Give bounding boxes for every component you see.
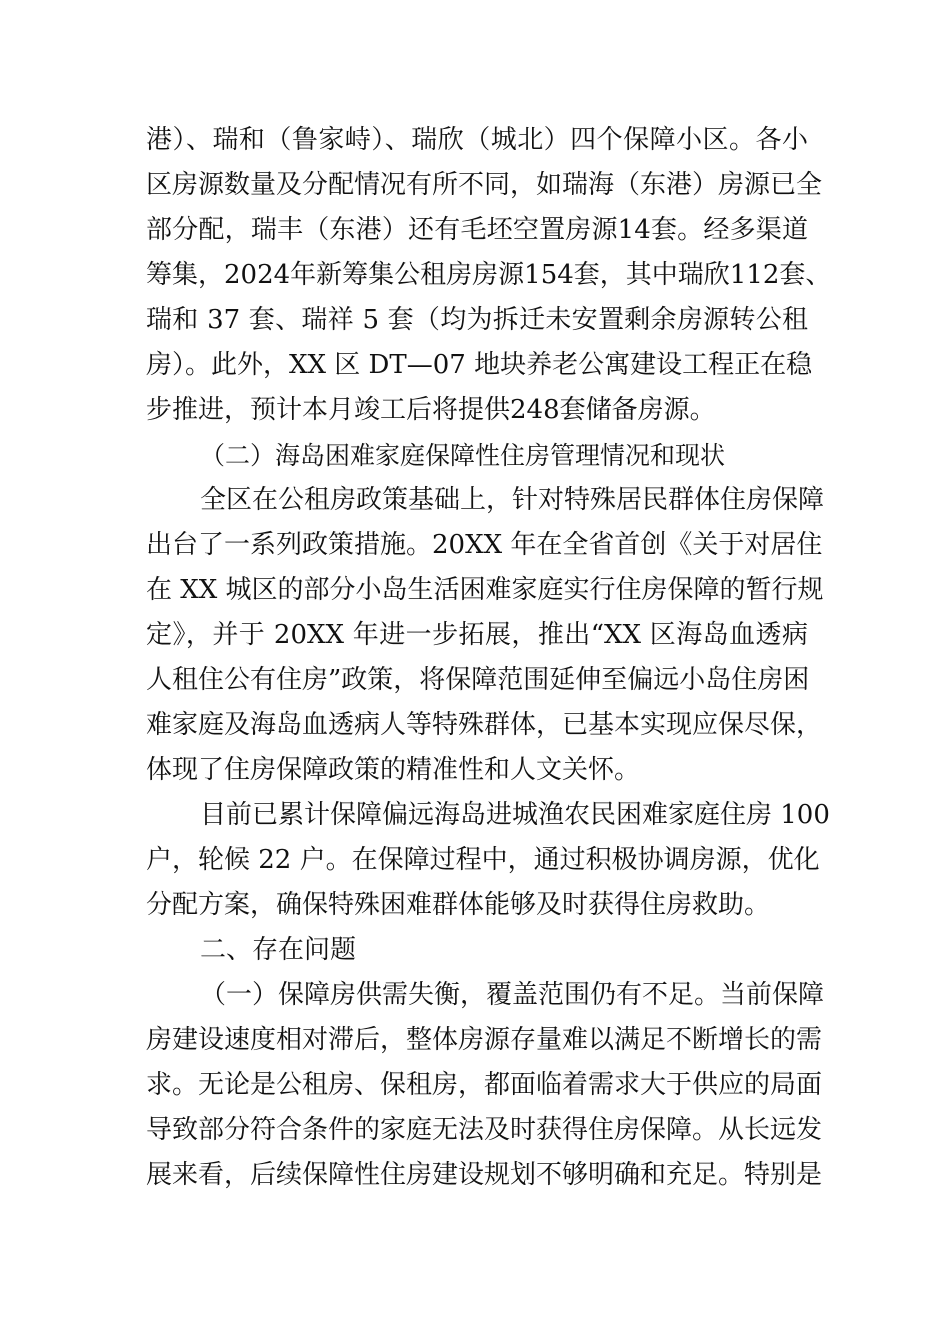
text-line: 房建设速度相对滞后，整体房源存量难以满足不断增长的需 xyxy=(146,1025,823,1055)
text-line: 全区在公租房政策基础上，针对特殊居民群体住房保障 xyxy=(200,485,825,515)
text-line: 难家庭及海岛血透病人等特殊群体，已基本实现应保尽保， xyxy=(146,710,823,740)
text-line: 人租住公有住房”政策，将保障范围延伸至偏远小岛住房困 xyxy=(146,665,810,695)
subheading-island-housing: （二）海岛困难家庭保障性住房管理情况和现状 xyxy=(200,441,726,470)
text-line: 分配方案，确保特殊困难群体能够及时获得住房救助。 xyxy=(146,890,771,920)
text-line: 展来看，后续保障性住房建设规划不够明确和充足。特别是 xyxy=(146,1160,823,1190)
text-line: 求。无论是公租房、保租房，都面临着需求大于供应的局面 xyxy=(146,1070,823,1100)
paragraph-island-stats xyxy=(146,793,830,928)
text-line: 房）。此外，XX 区 DT—07 地块养老公寓建设工程正在稳 xyxy=(146,350,813,380)
text-line: 出台了一系列政策措施。20XX 年在全省首创《关于对居住 xyxy=(146,530,823,560)
text-line: 部分配，瑞丰（东港）还有毛坯空置房源14套。经多渠道 xyxy=(146,215,808,245)
text-line: 导致部分符合条件的家庭无法及时获得住房保障。从长远发 xyxy=(146,1115,823,1145)
text-line: 定》，并于 20XX 年进一步拓展，推出“XX 区海岛血透病 xyxy=(146,620,808,650)
text-line: 户，轮候 22 户。在保障过程中，通过积极协调房源，优化 xyxy=(146,845,820,875)
section-heading-problems: 二、存在问题 xyxy=(200,935,357,965)
text-line: 步推进，预计本月竣工后将提供248套储备房源。 xyxy=(146,395,716,425)
text-line: 区房源数量及分配情况有所不同，如瑞海（东港）房源已全 xyxy=(146,170,823,200)
paragraph-island-policy xyxy=(146,478,825,793)
document-page xyxy=(146,118,832,1198)
text-line: 在 XX 城区的部分小岛生活困难家庭实行住房保障的暂行规 xyxy=(146,575,824,605)
paragraph-supply-demand xyxy=(146,973,825,1198)
text-line: 港）、瑞和（鲁家峙）、瑞欣（城北）四个保障小区。各小 xyxy=(146,125,808,155)
text-line: （一）保障房供需失衡，覆盖范围仍有不足。当前保障 xyxy=(200,980,825,1010)
text-line: 体现了住房保障政策的精准性和人文关怀。 xyxy=(146,755,641,785)
text-line: 目前已累计保障偏远海岛进城渔农民困难家庭住房 100 xyxy=(200,800,830,830)
text-line: 筹集，2024年新筹集公租房房源154套，其中瑞欣112套、 xyxy=(146,260,832,290)
text-line: 瑞和 37 套、瑞祥 5 套（均为拆迁未安置剩余房源转公租 xyxy=(146,305,808,335)
paragraph-housing-sources xyxy=(146,118,832,433)
